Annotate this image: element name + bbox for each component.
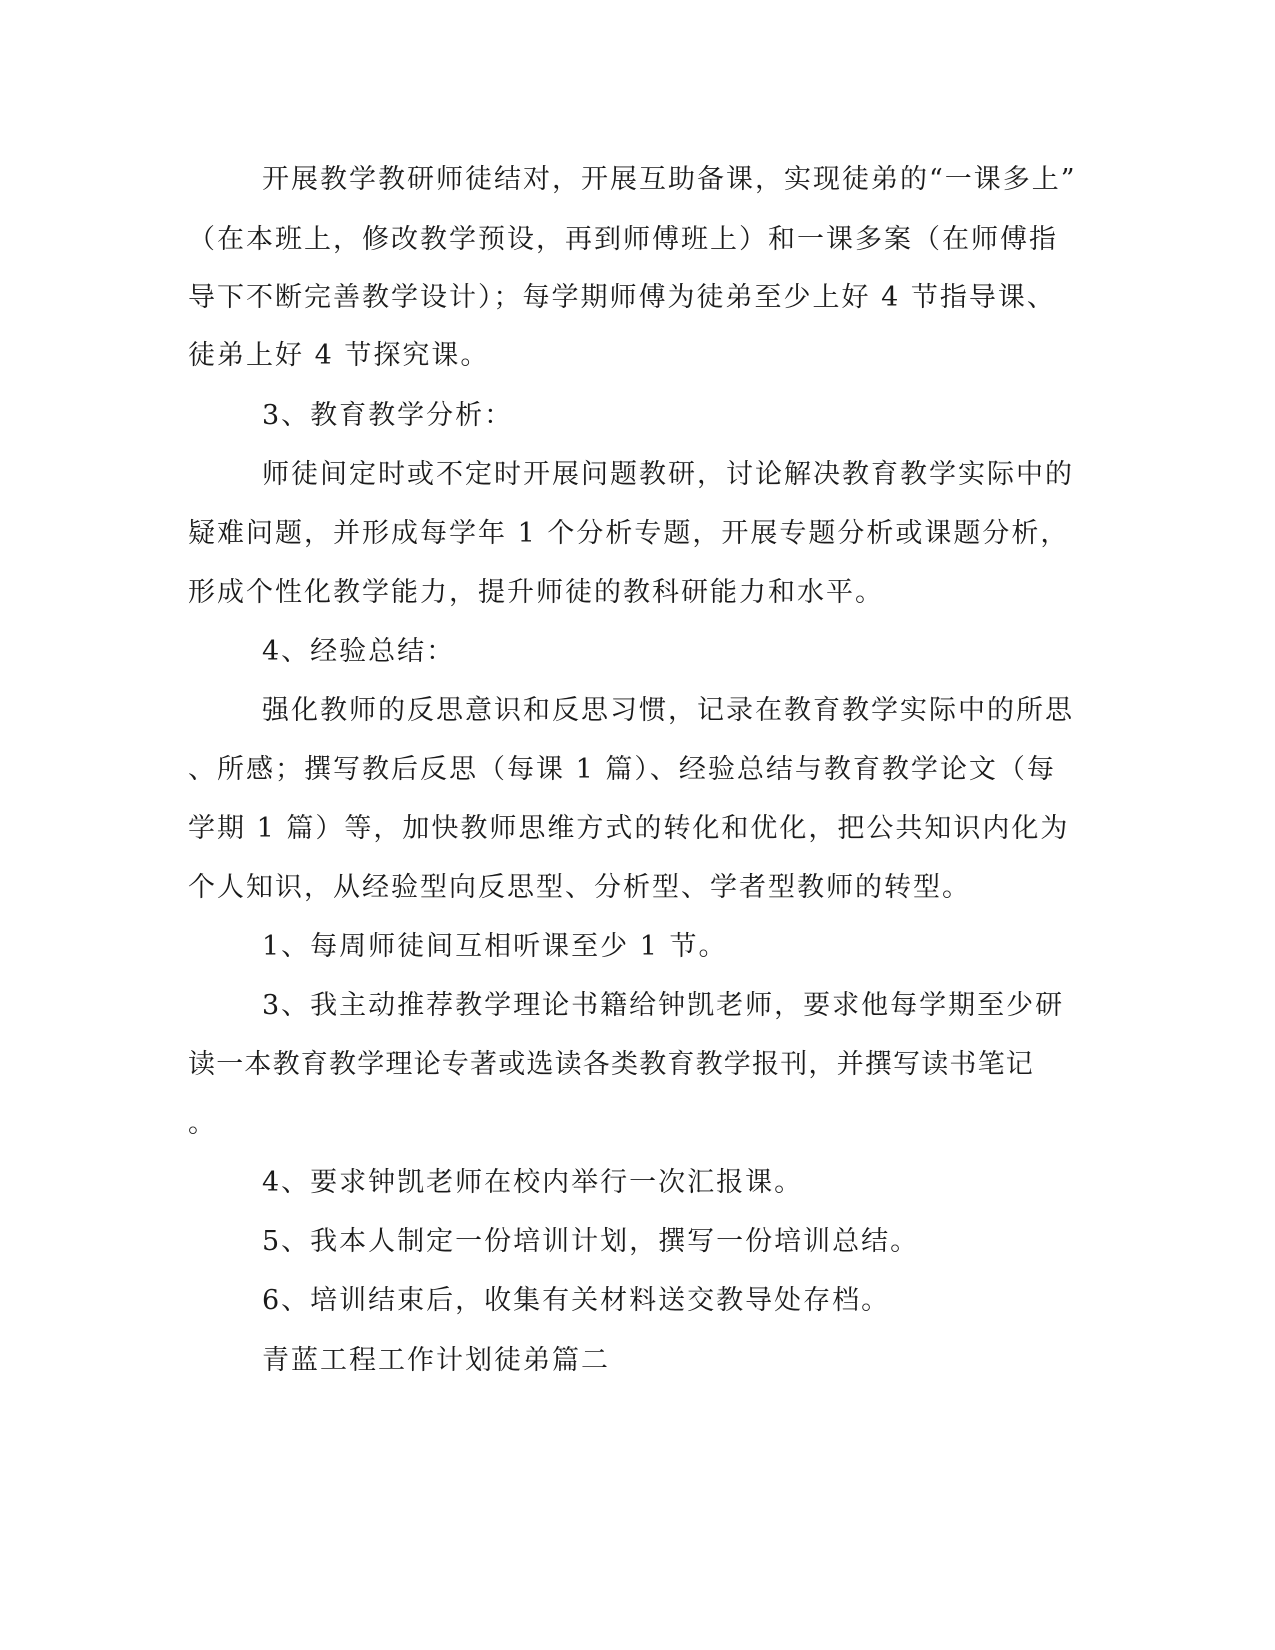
list-item-1: 1、每周师徒间互相听课至少 1 节。 [262,931,728,962]
paragraph-3-line-3: 学期 1 篇）等，加快教师思维方式的转化和优化，把公共知识内化为 [188,813,1070,844]
section-title: 青蓝工程工作计划徒弟篇二 [262,1345,610,1376]
list-item-3-line-2: 读一本教育教学理论专著或选读各类教育教学报刊，并撰写读书笔记 [188,1049,1034,1080]
list-item-3-line-1: 3、我主动推荐教学理论书籍给钟凯老师，要求他每学期至少研 [262,990,1065,1021]
paragraph-2-line-1: 师徒间定时或不定时开展问题教研，讨论解决教育教学实际中的 [262,459,1074,490]
paragraph-3-line-2: 、所感；撰写教后反思（每课 1 篇）、经验总结与教育教学论文（每 [188,754,1056,785]
paragraph-2-line-3: 形成个性化教学能力，提升师徒的教科研能力和水平。 [188,577,884,608]
heading-3: 3、教育教学分析： [262,400,514,431]
heading-4: 4、经验总结： [262,636,456,667]
list-item-5: 5、我本人制定一份培训计划，撰写一份培训总结。 [262,1226,920,1257]
paragraph-2-line-2: 疑难问题，并形成每学年 1 个分析专题，开展专题分析或课题分析， [188,518,1070,549]
list-item-6: 6、培训结束后，收集有关材料送交教导处存档。 [262,1285,891,1316]
paragraph-3-line-1: 强化教师的反思意识和反思习惯，记录在教育教学实际中的所思 [262,695,1074,726]
paragraph-1-line-1: 开展教学教研师徒结对，开展互助备课，实现徒弟的“一课多上” [262,164,1077,195]
list-item-4: 4、要求钟凯老师在校内举行一次汇报课。 [262,1167,804,1198]
paragraph-1-line-4: 徒弟上好 4 节探究课。 [188,340,490,371]
list-item-3-line-3: 。 [188,1108,217,1139]
paragraph-1-line-2: （在本班上，修改教学预设，再到师傅班上）和一课多案（在师傅指 [188,224,1058,255]
paragraph-1-line-3: 导下不断完善教学设计）；每学期师傅为徒弟至少上好 4 节指导课、 [188,282,1056,313]
paragraph-3-line-4: 个人知识，从经验型向反思型、分析型、学者型教师的转型。 [188,872,971,903]
